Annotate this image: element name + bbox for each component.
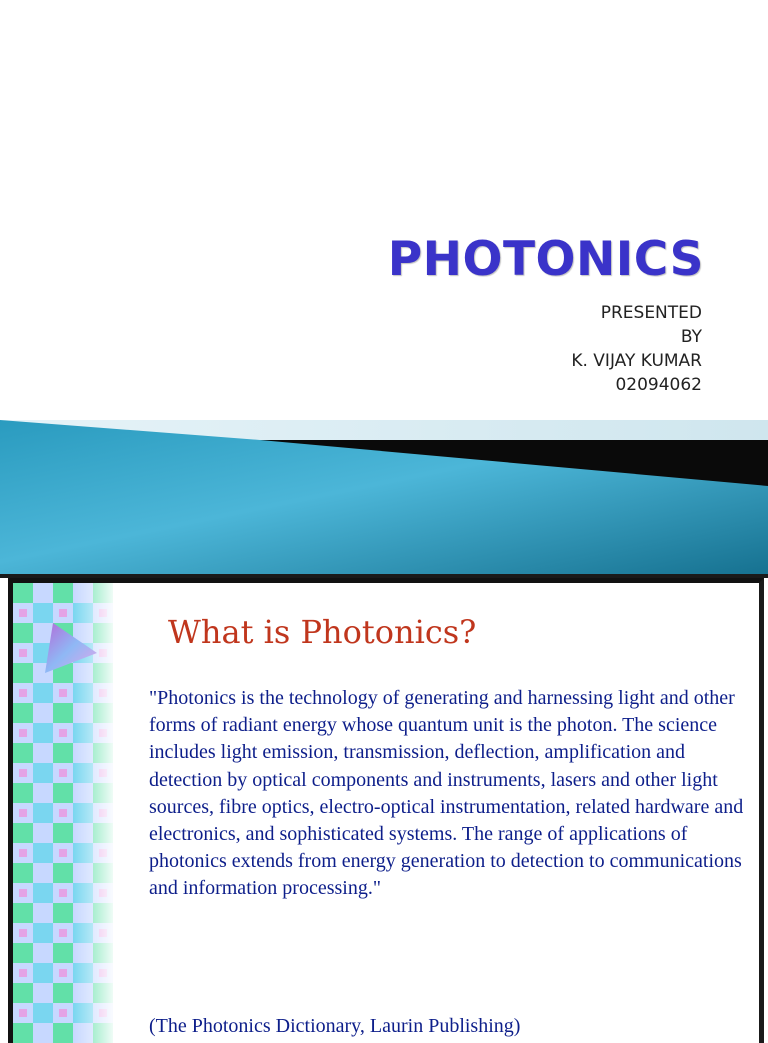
citation-text: (The Photonics Dictionary, Laurin Publishing) [149, 1015, 521, 1037]
decorative-swoosh [0, 400, 768, 578]
presenter-id: 02094062 [615, 375, 702, 395]
presenter-line: PRESENTED [600, 303, 702, 323]
slide-title: PHOTONICS [387, 232, 704, 287]
presenter-block [571, 301, 702, 397]
definition-paragraph: "Photonics is the technology of generating and harnessing light and other forms of radiant energy whose quantum unit is the photon. The science includes light emission, transmission, deflection, amplification and detection by optical components and instruments, lasers and other light sources, fibre optics, electro-optical instrumentation, related hardware and electronics, and sophisticated systems. The range of applications of photonics extends from energy generation to detection to communications and information processing." [149, 687, 744, 900]
presenter-line: BY [680, 327, 702, 347]
content-slide [8, 578, 764, 1043]
presenter-name: K. VIJAY KUMAR [571, 351, 702, 371]
triangle-arrow-icon [43, 619, 99, 675]
slide-heading: What is Photonics? [168, 613, 477, 651]
